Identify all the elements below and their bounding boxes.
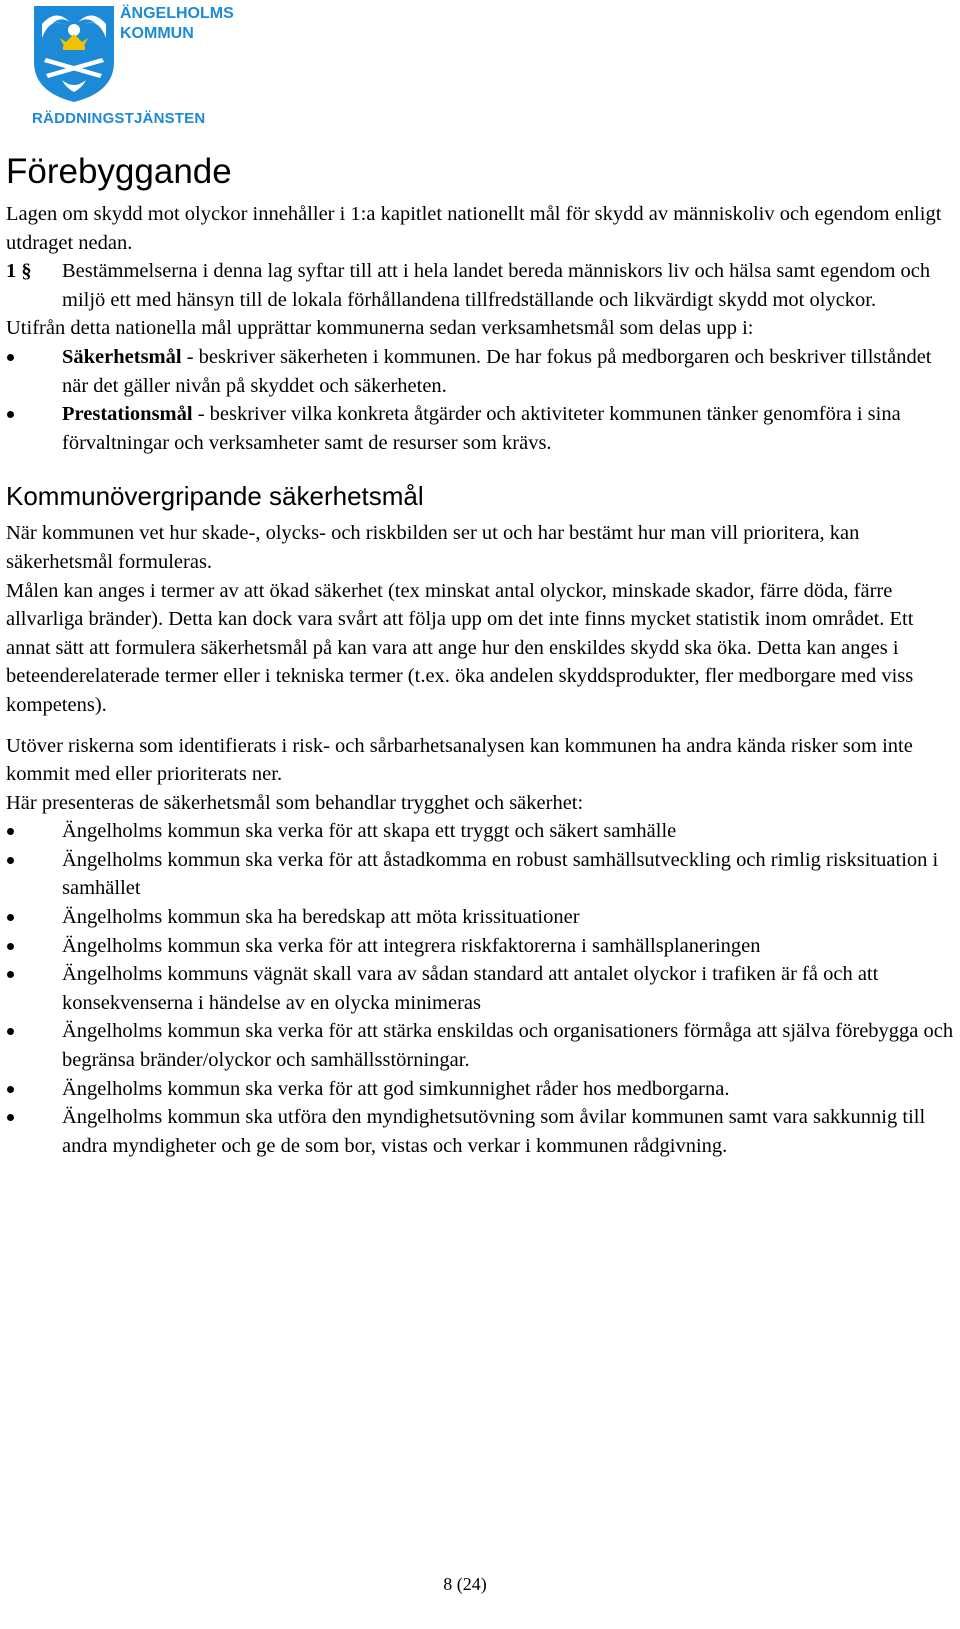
section-title-forebyggande: Förebyggande: [6, 152, 232, 191]
logo-wordmark: [120, 4, 234, 44]
paragraph: Här presenteras de säkerhetsmål som behandlar trygghet och säkerhet:: [6, 791, 584, 814]
list-item: Ängelholms kommun ska ha beredskap att möta krissituationer: [6, 903, 956, 932]
law-section-number: 1 §: [6, 260, 32, 283]
section-title-sakerhetsmal: Kommunövergripande säkerhetsmål: [6, 481, 424, 512]
logo-line-1: ÄNGELHOLMS: [120, 5, 234, 22]
list-item: Ängelholms kommun ska verka för att stärka enskildas och organisationers förmåga att själva förebygga och begränsa bränder/olyckor och samhällsstörningar.: [6, 1017, 956, 1074]
logo-line-2: KOMMUN: [120, 25, 194, 42]
list-item: [6, 343, 956, 400]
page-number: 8 (24): [443, 1574, 487, 1594]
law-quote: [6, 257, 956, 314]
list-item: Ängelholms kommun ska verka för att åstadkomma en robust samhällsutveckling och rimlig risksituation i samhället: [6, 846, 956, 903]
goal-description: - beskriver vilka konkreta åtgärder och aktiviteter kommunen tänker genomföra i sina förvaltningar och verksamheter samt de resurser som krävs.: [62, 403, 901, 454]
document-body: [6, 150, 956, 1160]
paragraph: När kommunen vet hur skade-, olycks- och riskbilden ser ut och har bestämt hur man vill prioritera, kan säkerhetsmål formuleras.: [6, 522, 860, 573]
paragraph: Utöver riskerna som identifierats i risk- och sårbarhetsanalysen kan kommunen ha andra kända risker som inte kommit med eller prioriterats ner.: [6, 734, 913, 786]
safety-goals-list: [6, 817, 956, 1160]
law-section-text: Bestämmelserna i denna lag syftar till att i hela landet bereda människors liv och hälsa samt egendom och miljö ett med hänsyn till de lokala förhållandena tillfredställande och likvärdigt skydd mot olyckor.: [62, 260, 931, 311]
list-item: Ängelholms kommun ska utföra den myndighetsutövning som åvilar kommunen samt vara sakkunnig till andra myndigheter och ge de som bor, vistas och verkar i kommunen rådgivning.: [6, 1103, 956, 1160]
goal-description: - beskriver säkerheten i kommunen. De har fokus på medborgaren och beskriver tillståndet när det gäller nivån på skyddet och säkerheten.: [62, 345, 932, 397]
logo-department: RÄDDNINGSTJÄNSTEN: [32, 110, 206, 127]
goal-term: Säkerhetsmål: [62, 345, 182, 368]
goals-intro-paragraph: Utifrån detta nationella mål upprättar kommunerna sedan verksamhetsmål som delas upp i:: [6, 317, 754, 340]
goal-types-list: [6, 343, 956, 457]
coat-of-arms-icon: [32, 4, 116, 104]
municipality-logo: [30, 2, 240, 130]
intro-paragraph: Lagen om skydd mot olyckor innehåller i 1:a kapitlet nationellt mål för skydd av människoliv och egendom enligt utdraget nedan.: [6, 203, 942, 254]
list-item: Ängelholms kommun ska verka för att god simkunnighet råder hos medborgarna.: [6, 1075, 956, 1104]
list-item: Ängelholms kommuns vägnät skall vara av sådan standard att antalet olyckor i trafiken är få och att konsekvenserna i händelse av en olycka minimeras: [6, 960, 956, 1017]
list-item: [6, 400, 956, 457]
paragraph: Målen kan anges i termer av att ökad säkerhet (tex minskat antal olyckor, minskade skador, färre döda, färre allvarliga bränder). Detta kan dock vara svårt att följa upp om det inte finns mycket statistik inom området. Ett annat sätt att formulera säkerhetsmål på kan vara att ange hur den enskildes skydd ska öka. Detta kan anges i beteenderelaterade termer eller i tekniska termer (t.ex. öka andelen skyddsprodukter, fler medborgare med viss kompetens).: [6, 579, 914, 716]
goal-term: Prestationsmål: [62, 403, 193, 426]
list-item: Ängelholms kommun ska verka för att skapa ett tryggt och säkert samhälle: [6, 817, 956, 846]
list-item: Ängelholms kommun ska verka för att integrera riskfaktorerna i samhällsplaneringen: [6, 932, 956, 961]
